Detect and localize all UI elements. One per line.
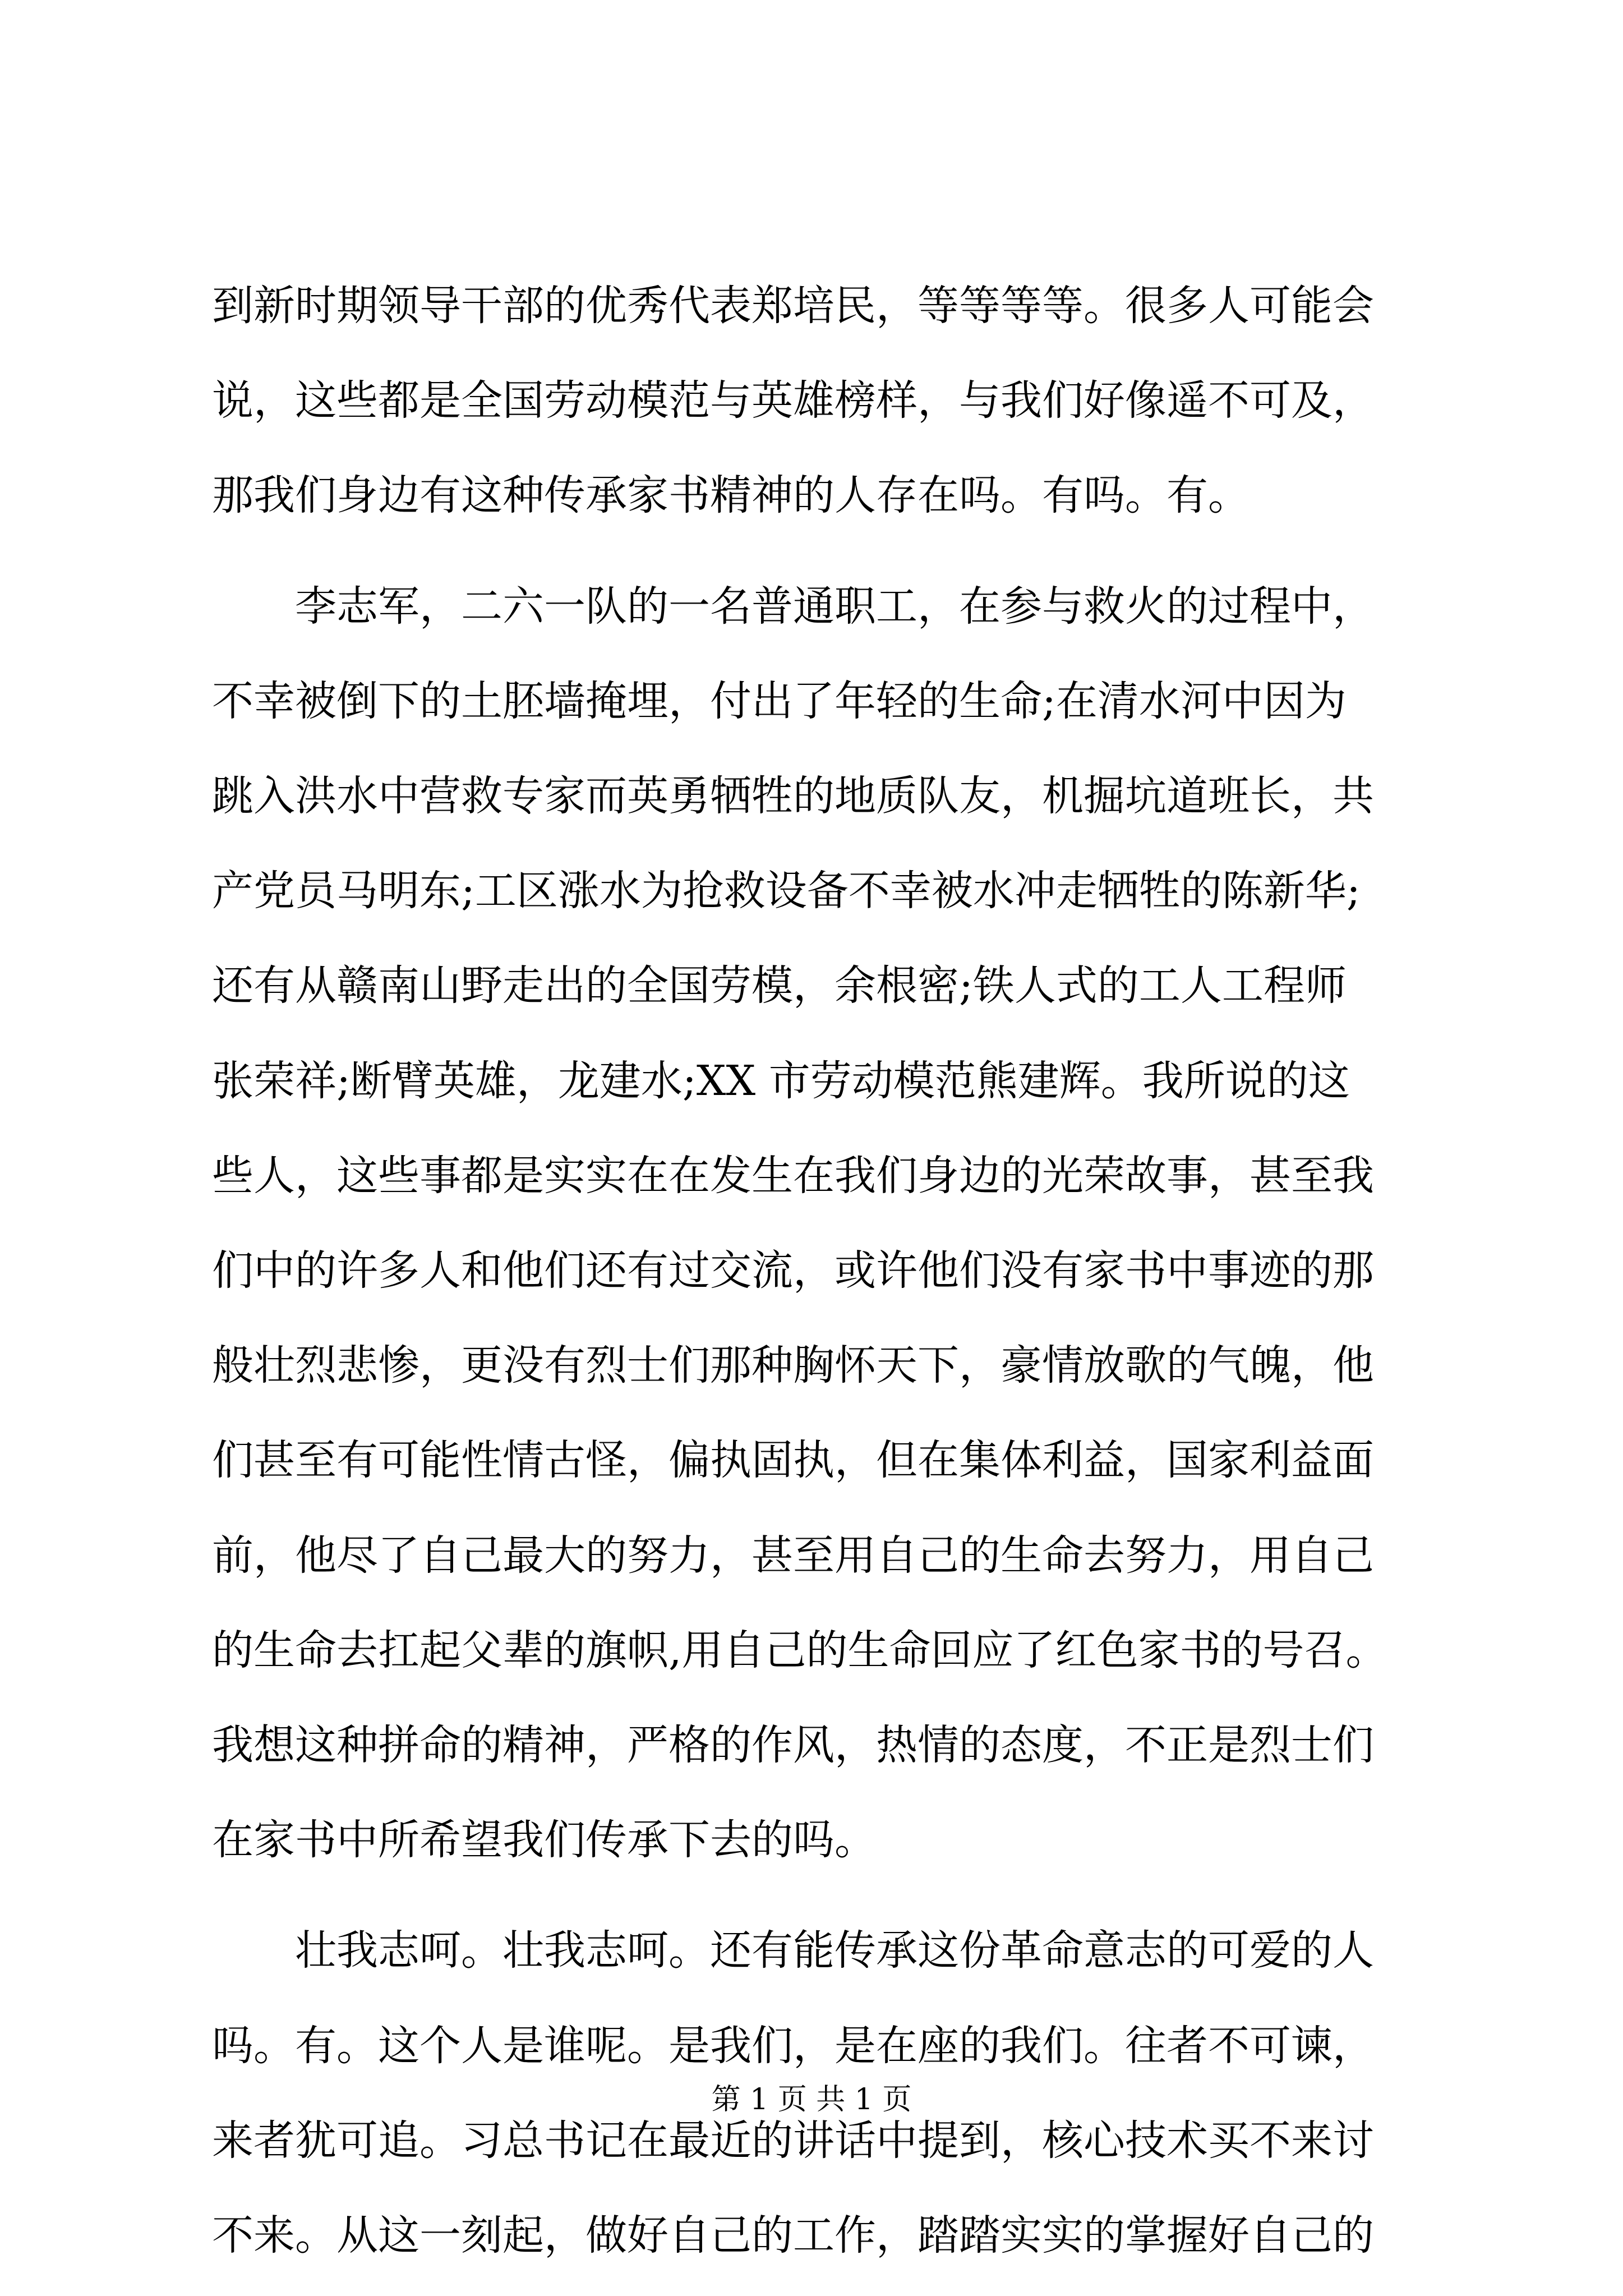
text-line: 壮我志呵。壮我志呵。还有能传承这份革命意志的可爱的人 [212, 1926, 1374, 1975]
text-line: 那我们身边有这种传承家书精神的人存在吗。有吗。有。 [212, 471, 1249, 519]
text-line: 们中的许多人和他们还有过交流，或许他们没有家书中事迹的那 [212, 1246, 1374, 1295]
text-line: 到新时期领导干部的优秀代表郑培民，等等等等。很多人可能会 [212, 282, 1374, 330]
text-line: 前，他尽了自己最大的努力，甚至用自己的生命去努力，用自己 [212, 1531, 1374, 1580]
text-line: 还有从赣南山野走出的全国劳模，余根密;铁人式的工人工程师 [212, 961, 1347, 1010]
text-line: 张荣祥;断臂英雄，龙建水;XX 市劳动模范熊建辉。我所说的这 [212, 1057, 1350, 1105]
text-line: 们甚至有可能性情古怪，偏执固执，但在集体利益，国家利益面 [212, 1436, 1374, 1484]
text-line: 的生命去扛起父辈的旗帜,用自己的生命回应了红色家书的号召。 [212, 1626, 1387, 1674]
text-line: 不幸被倒下的土胚墙掩埋，付出了年轻的生命;在清水河中因为 [212, 677, 1347, 725]
text-line: 些人，这些事都是实实在在发生在我们身边的光荣故事，甚至我 [212, 1152, 1374, 1200]
page-footer: 第 1 页 共 1 页 [711, 2083, 912, 2116]
text-line: 吗。有。这个人是谁呢。是我们，是在座的我们。往者不可谏， [212, 2022, 1374, 2070]
text-line: 在家书中所希望我们传承下去的吗。 [212, 1816, 876, 1864]
text-line: 来者犹可追。习总书记在最近的讲话中提到，核心技术买不来讨 [212, 2116, 1374, 2165]
text-line: 跳入洪水中营救专家而英勇牺牲的地质队友，机掘坑道班长，共 [212, 772, 1374, 820]
text-line: 说，这些都是全国劳动模范与英雄榜样，与我们好像遥不可及， [212, 376, 1374, 425]
text-line: 般壮烈悲惨，更没有烈士们那种胸怀天下，豪情放歌的气魄，他 [212, 1341, 1374, 1389]
text-line: 我想这种拼命的精神，严格的作风，热情的态度，不正是烈士们 [212, 1721, 1374, 1769]
text-line: 李志军，二六一队的一名普通职工，在参与救火的过程中， [212, 582, 1374, 631]
text-line: 不来。从这一刻起，做好自己的工作，踏踏实实的掌握好自己的 [212, 2211, 1374, 2260]
text-line: 产党员马明东;工区涨水为抢救设备不幸被水冲走牺牲的陈新华; [212, 867, 1361, 915]
